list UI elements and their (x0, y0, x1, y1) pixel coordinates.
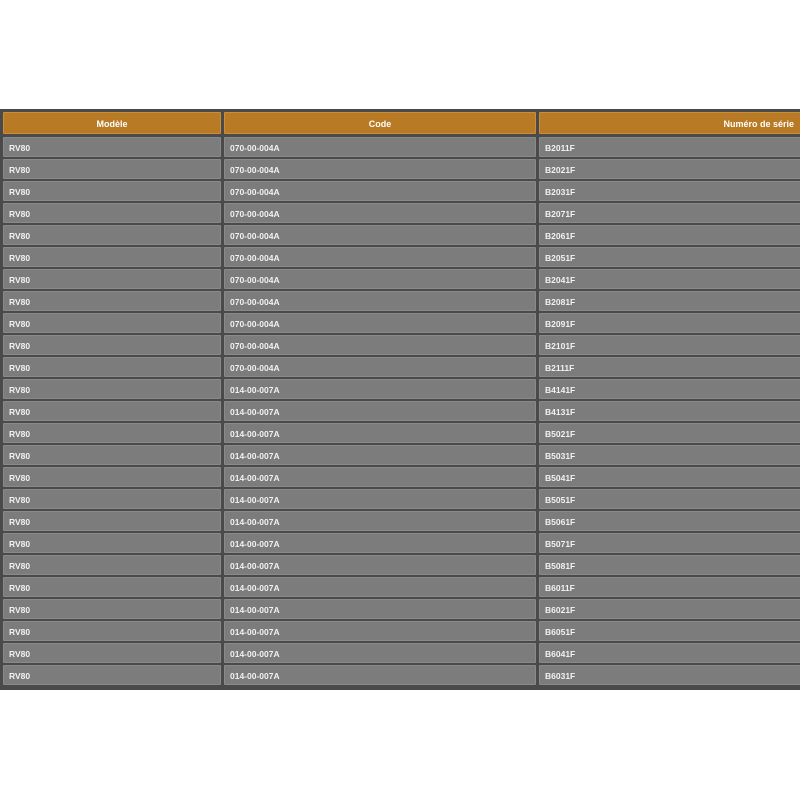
cell-modele: RV80 (3, 445, 221, 465)
cell-numero-de-serie: B2101F (539, 335, 800, 355)
cell-numero-de-serie: B4141F (539, 379, 800, 399)
cell-code: 014-00-007A (224, 577, 536, 597)
cell-modele: RV80 (3, 159, 221, 179)
cell-numero-de-serie: B2081F (539, 291, 800, 311)
cell-numero-de-serie: B2091F (539, 313, 800, 333)
cell-modele: RV80 (3, 313, 221, 333)
cell-modele: RV80 (3, 511, 221, 531)
data-table (0, 109, 800, 690)
cell-code: 070-00-004A (224, 225, 536, 245)
cell-numero-de-serie: B6021F (539, 599, 800, 619)
cell-code: 070-00-004A (224, 269, 536, 289)
cell-numero-de-serie: B2041F (539, 269, 800, 289)
cell-modele: RV80 (3, 643, 221, 663)
cell-code: 014-00-007A (224, 401, 536, 421)
cell-modele: RV80 (3, 423, 221, 443)
cell-numero-de-serie: B6051F (539, 621, 800, 641)
cell-numero-de-serie: B6041F (539, 643, 800, 663)
cell-modele: RV80 (3, 621, 221, 641)
cell-numero-de-serie: B5071F (539, 533, 800, 553)
cell-numero-de-serie: B4131F (539, 401, 800, 421)
cell-modele: RV80 (3, 137, 221, 157)
cell-numero-de-serie: B2111F (539, 357, 800, 377)
cell-numero-de-serie: B2061F (539, 225, 800, 245)
cell-modele: RV80 (3, 203, 221, 223)
cell-numero-de-serie: B6011F (539, 577, 800, 597)
cell-code: 014-00-007A (224, 621, 536, 641)
cell-code: 014-00-007A (224, 379, 536, 399)
cell-numero-de-serie: B5041F (539, 467, 800, 487)
column-header-code[interactable]: Code (224, 112, 536, 134)
cell-code: 014-00-007A (224, 599, 536, 619)
cell-code: 070-00-004A (224, 181, 536, 201)
cell-code: 014-00-007A (224, 533, 536, 553)
cell-modele: RV80 (3, 665, 221, 685)
cell-code: 014-00-007A (224, 467, 536, 487)
cell-numero-de-serie: B5061F (539, 511, 800, 531)
cell-code: 070-00-004A (224, 357, 536, 377)
cell-modele: RV80 (3, 269, 221, 289)
cell-numero-de-serie: B2051F (539, 247, 800, 267)
cell-modele: RV80 (3, 357, 221, 377)
cell-code: 070-00-004A (224, 137, 536, 157)
cell-code: 014-00-007A (224, 511, 536, 531)
cell-code: 070-00-004A (224, 335, 536, 355)
table-grid (3, 112, 800, 687)
cell-numero-de-serie: B5081F (539, 555, 800, 575)
cell-code: 014-00-007A (224, 489, 536, 509)
cell-code: 014-00-007A (224, 555, 536, 575)
cell-code: 070-00-004A (224, 203, 536, 223)
column-header-numero-de-serie[interactable]: Numéro de série (539, 112, 800, 134)
cell-code: 014-00-007A (224, 665, 536, 685)
cell-numero-de-serie: B2071F (539, 203, 800, 223)
cell-numero-de-serie: B5051F (539, 489, 800, 509)
cell-numero-de-serie: B2011F (539, 137, 800, 157)
cell-numero-de-serie: B2021F (539, 159, 800, 179)
cell-modele: RV80 (3, 181, 221, 201)
cell-code: 070-00-004A (224, 159, 536, 179)
cell-modele: RV80 (3, 599, 221, 619)
cell-modele: RV80 (3, 533, 221, 553)
cell-modele: RV80 (3, 577, 221, 597)
cell-modele: RV80 (3, 291, 221, 311)
cell-modele: RV80 (3, 489, 221, 509)
cell-code: 070-00-004A (224, 247, 536, 267)
cell-code: 014-00-007A (224, 423, 536, 443)
cell-code: 014-00-007A (224, 643, 536, 663)
cell-code: 014-00-007A (224, 445, 536, 465)
cell-code: 070-00-004A (224, 291, 536, 311)
cell-numero-de-serie: B5021F (539, 423, 800, 443)
column-header-modele[interactable]: Modèle (3, 112, 221, 134)
cell-modele: RV80 (3, 335, 221, 355)
cell-numero-de-serie: B6031F (539, 665, 800, 685)
cell-code: 070-00-004A (224, 313, 536, 333)
cell-numero-de-serie: B5031F (539, 445, 800, 465)
cell-modele: RV80 (3, 401, 221, 421)
cell-modele: RV80 (3, 379, 221, 399)
cell-modele: RV80 (3, 225, 221, 245)
cell-modele: RV80 (3, 555, 221, 575)
cell-modele: RV80 (3, 247, 221, 267)
cell-modele: RV80 (3, 467, 221, 487)
cell-numero-de-serie: B2031F (539, 181, 800, 201)
